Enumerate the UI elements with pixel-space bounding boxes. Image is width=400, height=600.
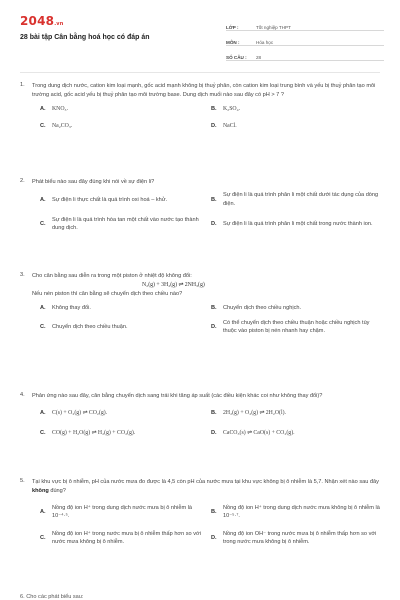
option-key: D.: [211, 324, 217, 331]
option-c[interactable]: [40, 530, 211, 546]
question-text-part: đúng?: [48, 488, 66, 495]
option-b[interactable]: [211, 191, 382, 207]
option-a[interactable]: [40, 409, 211, 417]
option-text: Nồng độ ion H⁺ trong dung dịch nước mưa không bị ô nhiễm là 10⁻⁵·⁷.: [223, 504, 380, 520]
meta-value: Tốt nghiệp THPT: [256, 25, 291, 30]
option-text: CO(g) + H₂O(g) ⇌ H₂(g) + CO₂(g).: [52, 429, 136, 436]
option-b[interactable]: [211, 504, 382, 520]
option-d[interactable]: [211, 530, 382, 546]
option-text: KNO₃.: [52, 105, 69, 112]
question-number: 4.: [20, 392, 25, 398]
next-question-partial: 6. Cho các phát biểu sau:: [20, 594, 84, 600]
option-key: A.: [40, 196, 46, 203]
question-number: 3.: [20, 272, 25, 278]
option-d[interactable]: [211, 216, 382, 232]
answer-options: [40, 191, 382, 232]
option-text: Chuyển dịch theo chiều thuận.: [52, 324, 128, 331]
option-key: D.: [211, 220, 217, 227]
question-text: Trong dung dịch nước, cation kim loại mạnh, gốc acid mạnh không bị thuỷ phân, còn cation kim loại trung bình và yếu bị thuỷ phân tạo môi trường acid, gốc acid yếu bị thuỷ phân tạo môi trường base. Dung dịch muối nào sau đây có pH > 7 ?: [32, 83, 376, 99]
option-text: NaCl.: [223, 123, 237, 130]
option-key: B.: [211, 410, 217, 417]
option-key: D.: [211, 123, 217, 130]
option-b[interactable]: [211, 409, 382, 417]
option-text: Nồng độ ion OH⁻ trong nước mưa bị ô nhiễm thấp hơn so với trong nước mưa không bị ô nhiễm.: [223, 531, 377, 546]
question-text-part: Tại khu vực bị ô nhiễm, pH của nước mưa đo được là 4,5 còn pH của nước mưa tại khu vực không bị ô nhiễm là 5,7. Nhận xét nào sau đây: [32, 479, 379, 485]
option-key: C.: [40, 324, 46, 331]
meta-row-subject: [226, 31, 384, 46]
option-key: B.: [211, 105, 217, 112]
option-c[interactable]: [40, 319, 211, 335]
header-divider: [20, 72, 380, 73]
option-key: A.: [40, 410, 46, 417]
option-key: B.: [211, 304, 217, 311]
option-text: Có thể chuyển dịch theo chiều thuận hoặc chiều nghịch tùy thuộc vào piston bị nén nhanh hay chậm.: [223, 320, 370, 335]
answer-options: [40, 304, 382, 336]
option-key: B.: [211, 196, 217, 203]
option-text: K₂SO₄.: [223, 105, 241, 112]
option-d[interactable]: [211, 319, 382, 335]
option-key: A.: [40, 508, 46, 515]
option-key: C.: [40, 220, 46, 227]
question-text: Phát biểu nào sau đây đúng khi nói về sự điện li?: [32, 179, 155, 185]
document-title: 28 bài tập Cân bằng hoá học có đáp án: [20, 34, 150, 41]
option-text: C(s) + O₂(g) ⇌ CO₂(g).: [52, 410, 108, 417]
question-text-emphasis: không: [32, 488, 49, 495]
question-5: [20, 478, 382, 547]
option-a[interactable]: [40, 191, 211, 207]
question-number: 5.: [20, 478, 25, 484]
question-number: 2.: [20, 178, 25, 184]
meta-value: Hóa học: [256, 40, 274, 45]
question-3: [20, 272, 382, 335]
meta-label: MÔN :: [226, 40, 240, 45]
option-text: Nồng độ ion H⁺ trong nước mưa bị ô nhiễm thấp hơn so với nước mưa không bị ô nhiễm.: [52, 531, 201, 546]
question-text: [32, 478, 382, 497]
answer-options: [40, 409, 382, 436]
question-text-2: Nếu nén piston thì cân bằng sẽ chuyển dịch theo chiều nào?: [32, 291, 183, 298]
option-text: Sự điện li là quá trình phân li một chất trong nước thành ion.: [223, 220, 373, 227]
question-4: [20, 392, 382, 437]
meta-label: SỐ CÂU :: [226, 55, 247, 60]
option-c[interactable]: [40, 216, 211, 232]
question-2: [20, 178, 382, 232]
meta-row-class: [226, 16, 384, 31]
meta-row-count: [226, 46, 384, 61]
option-d[interactable]: [211, 122, 382, 130]
reaction-equation: N₂(g) + 3H₂(g) ⇌ 2NH₃(g): [142, 282, 205, 289]
question-number: 1.: [20, 82, 25, 88]
site-logo[interactable]: [20, 14, 64, 28]
option-text: Sự điện li là quá trình hòa tan một chất vào nước tạo thành dung dịch.: [52, 216, 199, 232]
option-key: C.: [40, 535, 46, 542]
option-text: Sự điện li thực chất là quá trình oxi hoá – khử.: [52, 196, 168, 203]
option-a[interactable]: [40, 105, 211, 113]
meta-label: LỚP :: [226, 25, 239, 30]
option-key: C.: [40, 123, 46, 130]
option-key: A.: [40, 304, 46, 311]
option-c[interactable]: [40, 429, 211, 437]
option-key: C.: [40, 429, 46, 436]
option-text: Na₂CO₃.: [52, 123, 73, 130]
option-b[interactable]: [211, 304, 382, 312]
answer-options: [40, 105, 382, 130]
option-c[interactable]: [40, 122, 211, 130]
option-text: Không thay đổi.: [52, 304, 91, 311]
option-text: 2H₂(g) + O₂(g) ⇌ 2H₂O(l).: [223, 410, 286, 417]
option-text: Nồng độ ion H⁺ trong dung dịch nước mưa bị ô nhiễm là 10⁻⁴·⁵.: [52, 504, 193, 520]
option-text: CaCO₃(s) ⇌ CaO(s) + CO₂(g).: [223, 429, 295, 436]
meta-value: 28: [256, 55, 262, 60]
question-1: [20, 82, 382, 130]
meta-table: [226, 16, 384, 61]
option-b[interactable]: [211, 105, 382, 113]
question-text: Cho cân bằng sau diễn ra trong một piston ở nhiệt độ không đổi:: [32, 273, 192, 279]
option-text: Sự điện li là quá trình phân li một chất dưới tác dụng của dòng điện.: [223, 192, 379, 207]
option-key: A.: [40, 105, 46, 112]
option-d[interactable]: [211, 429, 382, 437]
option-key: D.: [211, 429, 217, 436]
answer-options: [40, 504, 382, 547]
question-text: Phản ứng nào sau đây, cân bằng chuyển dịch sang trái khi tăng áp suất (các điều kiện khác coi như không thay đổi)?: [32, 393, 323, 399]
option-a[interactable]: [40, 504, 211, 520]
option-a[interactable]: [40, 304, 211, 312]
logo-text: 2048: [20, 14, 55, 28]
option-key: D.: [211, 535, 217, 542]
option-key: B.: [211, 508, 217, 515]
option-text: Chuyển dịch theo chiều nghịch.: [223, 304, 302, 311]
page-header: [0, 0, 400, 60]
logo-suffix: .vn: [54, 21, 64, 27]
